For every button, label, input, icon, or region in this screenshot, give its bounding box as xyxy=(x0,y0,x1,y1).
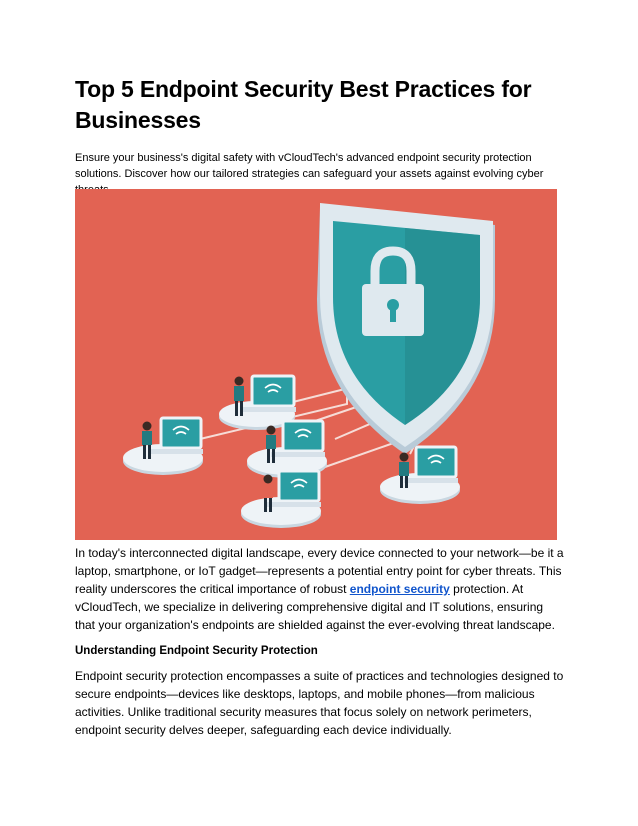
article-intro: Ensure your business's digital safety with vCloudTech's advanced endpoint security protection solutions. Discover how our tailored strategies can safeguard your assets against evolving cyber xyxy=(75,152,544,180)
section-heading: Understanding Endpoint Security Protection xyxy=(75,645,318,657)
para1-text-start: In today's interconnected digital landscape, every device connected to your network—be it a laptop, smartphone, or IoT gadget—represents a potential entry point for cyber threats. This reality underscores the critical importance of robust xyxy=(75,546,564,596)
body-paragraph-1 xyxy=(75,544,565,634)
endpoint-security-link[interactable]: endpoint security xyxy=(349,582,450,596)
hero-illustration xyxy=(75,189,557,540)
body-paragraph-2: Endpoint security protection encompasses a suite of practices and technologies designed to secure endpoints—devices like desktops, laptops, and mobile phones—from malicious activities. Unlike traditional security measures that focus solely on network perimeters, endpoint security delves deeper, safeguarding each device individually. xyxy=(75,669,564,737)
para1-text-end: protection. At vCloudTech, we specialize in delivering comprehensive digital and IT solutions, ensuring that your organization's endpoints are shielded against the ever-evolving threat landscape. xyxy=(75,582,555,632)
article-title: Top 5 Endpoint Security Best Practices for Businesses xyxy=(75,76,532,133)
